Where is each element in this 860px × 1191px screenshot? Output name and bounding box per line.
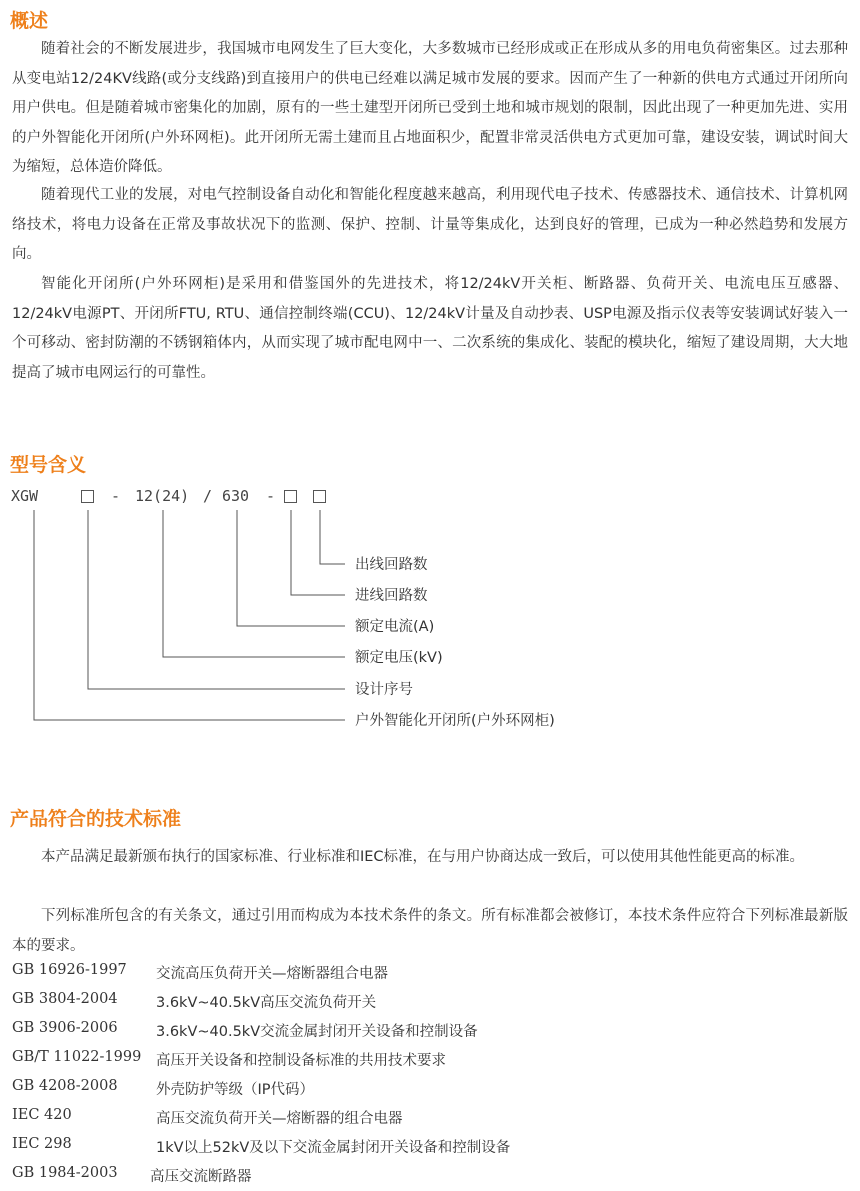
- label-rated-voltage: 额定电压(kV): [355, 650, 443, 666]
- standard-code: GB 3906-2006: [12, 1020, 118, 1036]
- standard-code: IEC 298: [12, 1136, 72, 1152]
- code-slash: /: [203, 487, 213, 505]
- overview-paragraph-3: 智能化开闭所(户外环网柜)是采用和借鉴国外的先进技术，将12/24kV开关柜、断路器、负荷开关、电流电压互感器、12/24kV电源PT、开闭所FTU, RTU、通信控制终端(CCU)、12/24kV计量及自动抄表、USP电源及指示仪表等安装调试好装入一个可移动、密封防潮的不锈钢箱体内，从而实现了城市配电网中一、二次系统的集成化、装配的模块化，缩短了建设周期，大大地提高了城市电网运行的可靠性。: [12, 276, 848, 381]
- standard-desc: 高压交流断路器: [150, 1169, 252, 1185]
- standard-code: IEC 420: [12, 1107, 72, 1123]
- code-dash-1: -: [111, 487, 121, 505]
- standards-paragraph-2: 下列标准所包含的有关条文，通过引用而构成为本技术条件的条文。所有标准都会被修订，本技术条件应符合下列标准最新版本的要求。: [12, 908, 848, 954]
- overview-title: 概述: [10, 10, 49, 32]
- standards-title: 产品符合的技术标准: [10, 808, 182, 830]
- standard-desc: 3.6kV~40.5kV交流金属封闭开关设备和控制设备: [156, 1024, 478, 1040]
- model-title: 型号含义: [10, 454, 87, 476]
- standard-desc: 3.6kV~40.5kV高压交流负荷开关: [156, 995, 377, 1011]
- standard-code: GB/T 11022-1999: [12, 1049, 142, 1065]
- standard-code: GB 3804-2004: [12, 991, 118, 1007]
- standard-code: GB 1984-2003: [12, 1165, 118, 1181]
- overview-paragraph-2: 随着现代工业的发展，对电气控制设备自动化和智能化程度越来越高，利用现代电子技术、传感器技术、通信技术、计算机网络技术，将电力设备在正常及事故状况下的监测、保护、控制、计量等集成化，达到良好的管理，已成为一种必然趋势和发展方向。: [12, 187, 848, 262]
- standard-desc: 高压开关设备和控制设备标准的共用技术要求: [156, 1053, 446, 1069]
- label-outgoing-circuits: 出线回路数: [355, 557, 428, 573]
- standard-desc: 1kV以上52kV及以下交流金属封闭开关设备和控制设备: [156, 1140, 511, 1156]
- code-voltage: 12(24): [135, 487, 190, 505]
- standard-desc: 交流高压负荷开关—熔断器组合电器: [156, 966, 388, 982]
- code-prefix: XGW: [11, 487, 39, 505]
- label-rated-current: 额定电流(A): [355, 619, 435, 635]
- code-current: 630: [222, 487, 250, 505]
- standard-code: GB 16926-1997: [12, 962, 127, 978]
- label-incoming-circuits: 进线回路数: [355, 588, 428, 604]
- standard-desc: 外壳防护等级（IP代码）: [156, 1082, 315, 1098]
- code-dash-2: -: [266, 487, 276, 505]
- label-design-serial: 设计序号: [355, 682, 413, 698]
- standards-paragraph-1: 本产品满足最新颁布执行的国家标准、行业标准和IEC标准，在与用户协商达成一致后，可以使用其他性能更高的标准。: [41, 849, 805, 865]
- overview-paragraph-1: 随着社会的不断发展进步，我国城市电网发生了巨大变化，大多数城市已经形成或正在形成从多的用电负荷密集区。过去那种从变电站12/24KV线路(或分支线路)到直接用户的供电已经难以满足城市发展的要求。因而产生了一种新的供电方式通过开闭所向用户供电。但是随着城市密集化的加剧，原有的一些土建型开闭所已受到土地和城市规划的限制，因此出现了一种更加先进、实用的户外智能化开闭所(户外环网柜)。此开闭所无需土建而且占地面积少，配置非常灵活供电方式更加可靠，建设安装，调试时间大为缩短，总体造价降低。: [12, 41, 848, 175]
- label-product-name: 户外智能化开闭所(户外环网柜): [355, 713, 555, 729]
- standard-desc: 高压交流负荷开关—熔断器的组合电器: [156, 1111, 403, 1127]
- standard-code: GB 4208-2008: [12, 1078, 118, 1094]
